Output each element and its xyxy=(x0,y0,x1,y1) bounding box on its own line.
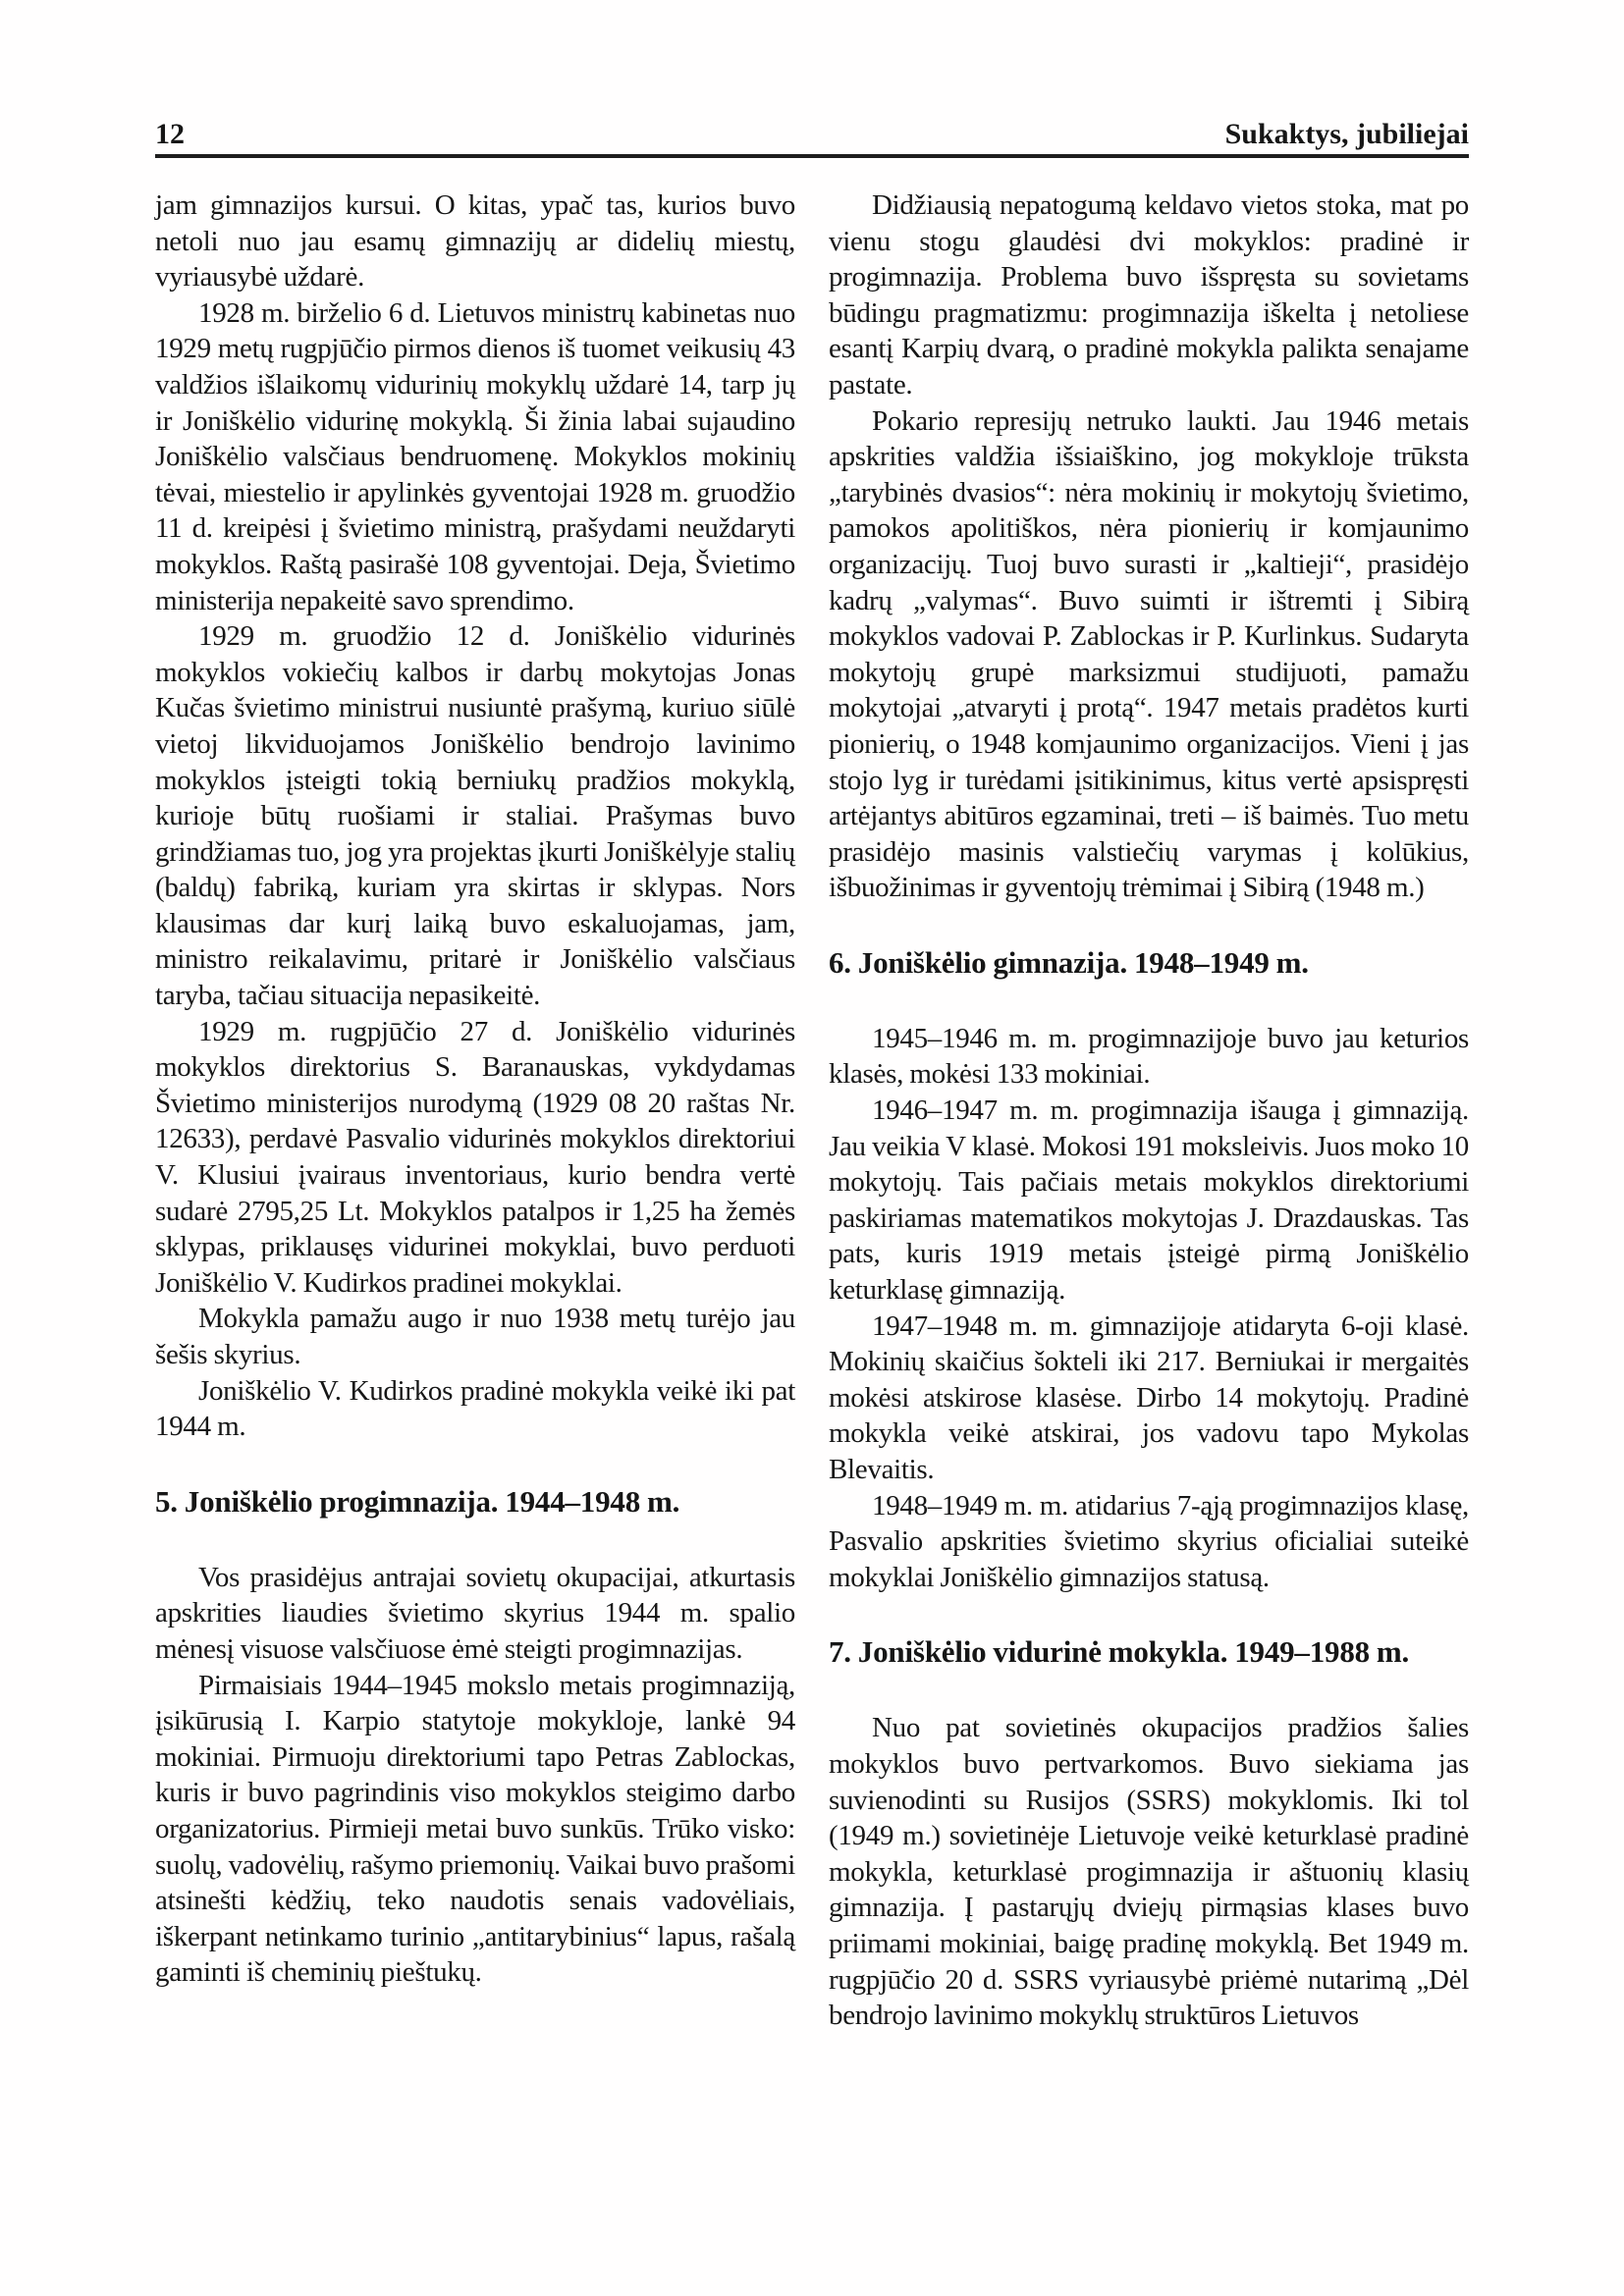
left-column xyxy=(155,187,795,2034)
paragraph: 1946–1947 m. m. progimnazija išauga į gimnaziją. Jau veikia V klasė. Mokosi 191 moksleivis. Juos moko 10 mokytojų. Tais pačiais metais mokyklos direktoriumi paskiriamas matematikos mokytojas J. Drazdauskas. Tas pats, kuris 1919 metais įsteigė pirmą Joniškėlio keturklasę gimnaziją. xyxy=(829,1095,1469,1307)
paragraph: 1928 m. birželio 6 d. Lietuvos ministrų kabinetas nuo 1929 metų rugpjūčio pirmos dienos iš tuomet veikusių 43 valdžios išlaikomų vidurinių mokyklų uždarė 14, tarp jų ir Joniškėlio vidurinę mokyklą. Ši žinia labai sujaudino Joniškėlio valsčiaus bendruomenę. Mokyklos mokinių tėvai, miestelio ir apylinkės gyventojai 1928 m. gruodžio 11 d. kreipėsi į švietimo ministrą, prašydami neuždaryti mokyklos. Raštą pasirašė 108 gyventojai. Deja, Švietimo ministerija nepakeitė savo sprendimo. xyxy=(155,296,795,616)
paragraph: Mokykla pamažu augo ir nuo 1938 metų turėjo jau šešis skyrius. xyxy=(155,1303,795,1370)
header-rule xyxy=(155,154,1469,158)
paragraph: 1948–1949 m. m. atidarius 7-ąją progimnazijos klasę, Pasvalio apskrities švietimo skyrius oficialiai suteikė mokyklai Joniškėlio gimnazijos statusą. xyxy=(829,1489,1469,1593)
section-heading-5: 5. Joniškėlio progimnazija. 1944–1948 m. xyxy=(155,1483,680,1519)
paragraph: 1929 m. gruodžio 12 d. Joniškėlio vidurinės mokyklos vokiečių kalbos ir darbų mokytojas Jonas Kučas švietimo ministrui nusiuntė prašymą, kuriuo siūlė vietoj likviduojamos Joniškėlio bendrojo lavinimo mokyklos įsteigti tokią berniukų pradžios mokyklą, kurioje būtų ruošiami ir staliai. Prašymas buvo grindžiamas tuo, jog yra projektas įkurti Joniškėlyje stalių (baldų) fabriką, kuriam yra skirtas ir sklypas. Nors klausimas dar kurį laiką buvo eskaluojamas, jam, ministro reikalavimu, pritarė ir Joniškėlio valsčiaus taryba, tačiau situacija nepasikeitė. xyxy=(155,620,795,1012)
paragraph: 1947–1948 m. m. gimnazijoje atidaryta 6-oji klasė. Mokinių skaičius šokteli iki 217. Berniukai ir mergaitės mokėsi atskirose klasėse. Dirbo 14 mokytojų. Pradinė mokykla veikė atskirai, jos vadovu tapo Mykolas Blevaitis. xyxy=(829,1309,1469,1485)
paragraph: Nuo pat sovietinės okupacijos pradžios šalies mokyklos buvo pertvarkomos. Buvo siekiama jas suvienodinti su Rusijos (SSRS) mokyklomis. Iki tol (1949 m.) sovietinėje Lietuvoje veikė keturklasė pradinė mokykla, keturklasė progimnazija ir aštuonių klasių gimnazija. Į pastarųjų dviejų pirmąsias klases buvo priimami mokiniai, baigę pradinę mokyklą. Bet 1949 m. rugpjūčio 20 d. SSRS vyriausybė priėmė nutarimą „Dėl bendrojo lavinimo mokyklų struktūros Lietuvos xyxy=(829,1712,1469,2032)
page-header xyxy=(155,119,1469,149)
paragraph: Didžiausią nepatogumą keldavo vietos stoka, mat po vienu stogu glaudėsi dvi mokyklos: pradinė ir progimnazija. Problema buvo išspręsta su sovietams būdingu pragmatizmu: progimnazija iškelta į netoliese esantį Karpių dvarą, o pradinė mokykla palikta senajame pastate. xyxy=(829,189,1469,400)
page-number: 12 xyxy=(155,118,185,150)
running-title: Sukaktys, jubiliejai xyxy=(1224,118,1469,150)
section-heading-6: 6. Joniškėlio gimnazija. 1948–1949 m. xyxy=(829,944,1309,980)
right-column xyxy=(829,187,1469,2034)
paragraph: 1929 m. rugpjūčio 27 d. Joniškėlio vidurinės mokyklos direktorius S. Baranauskas, vykdydamas Švietimo ministerijos nurodymą (1929 08 20 raštas Nr. 12633), perdavė Pasvalio vidurinės mokyklos direktoriui V. Klusiui įvairaus inventoriaus, kurio bendra vertė sudarė 2795,25 Lt. Mokyklos patalpos ir 1,25 ha žemės sklypas, priklausęs vidurinei mokyklai, buvo perduoti Joniškėlio V. Kudirkos pradinei mokyklai. xyxy=(155,1015,795,1299)
paragraph: Pirmaisiais 1944–1945 mokslo metais progimnaziją, įsikūrusią I. Karpio statytoje mokykloje, lankė 94 mokiniai. Pirmuoju direktoriumi tapo Petras Zablockas, kuris ir buvo pagrindinis viso mokyklos steigimo darbo organizatorius. Pirmieji metai buvo sunkūs. Trūko visko: suolų, vadovėlių, rašymo priemonių. Vaikai buvo prašomi atsinešti kėdžių, teko naudotis senais vadovėliais, iškerpant netinkamo turinio „antitarybinius“ lapus, rašalą gaminti iš cheminių pieštukų. xyxy=(155,1669,795,1989)
paragraph: Joniškėlio V. Kudirkos pradinė mokykla veikė iki pat 1944 m. xyxy=(155,1374,795,1443)
paragraph: Vos prasidėjus antrajai sovietų okupacijai, atkurtasis apskrities liaudies švietimo skyrius 1944 m. spalio mėnesį visuose valsčiuose ėmė steigti progimnazijas. xyxy=(155,1561,795,1665)
section-heading-7: 7. Joniškėlio vidurinė mokykla. 1949–1988 m. xyxy=(829,1634,1410,1670)
paragraph: Pokario represijų netruko laukti. Jau 1946 metais apskrities valdžia išsiaiškino, jog mokykloje trūksta „tarybinės dvasios“: nėra mokinių ir mokytojų švietimo, pamokos apolitiškos, nėra pionierių ir komjaunimo organizacijų. Tuoj buvo surasti ir „kaltieji“, prasidėjo kadrų „valymas“. Buvo suimti ir ištremti į Sibirą mokyklos vadovai P. Zablockas ir P. Kurlinkus. Sudaryta mokytojų grupė marksizmui studijuoti, pamažu mokytojai „atvaryti į protą“. 1947 metais pradėtos kurti pionierių, o 1948 komjaunimo organizacijos. Vieni į jas stojo lyg ir turėdami įsitikinimus, kitus vertė apsispręsti artėjantys abitūros egzaminai, treti – iš baimės. Tuo metu prasidėjo masinis valstiečių varymas į kolūkius, išbuožinimas ir gyventojų trėmimai į Sibirą (1948 m.) xyxy=(829,404,1469,904)
article-body xyxy=(155,187,1469,2034)
paragraph: jam gimnazijos kursui. O kitas, ypač tas, kurios buvo netoli nuo jau esamų gimnazijų ar didelių miestų, vyriausybė uždarė. xyxy=(155,189,795,294)
paragraph: 1945–1946 m. m. progimnazijoje buvo jau keturios klasės, mokėsi 133 mokiniai. xyxy=(829,1022,1469,1091)
